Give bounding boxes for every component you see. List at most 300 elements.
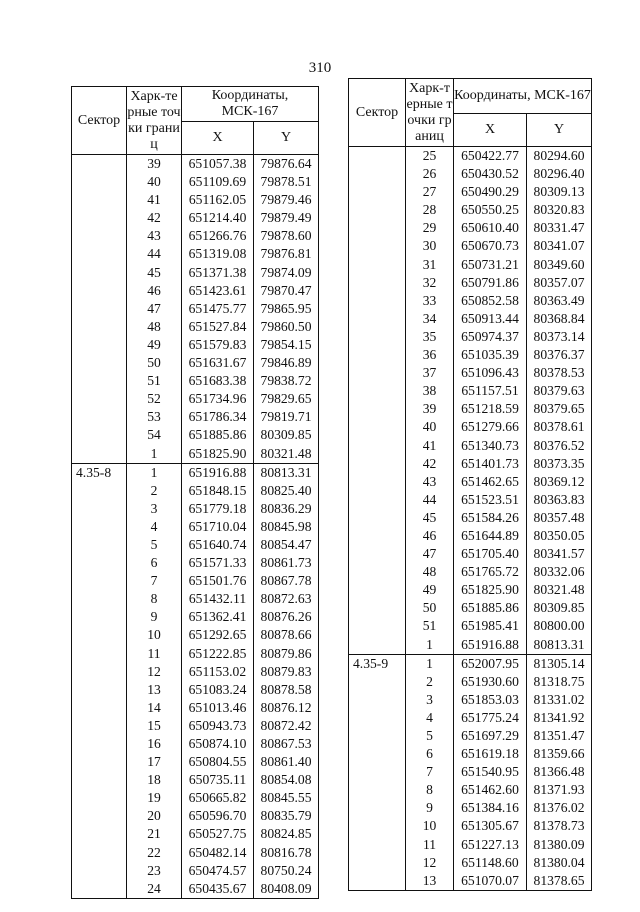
table-row <box>72 245 319 263</box>
x-coordinate-cell: 651848.15 <box>182 482 254 500</box>
sector-cell <box>349 455 406 473</box>
sector-cell <box>349 527 406 545</box>
point-cell: 43 <box>127 227 182 245</box>
header-characteristic-points: Харк-терные точки границ <box>406 79 454 147</box>
sector-cell <box>72 608 127 626</box>
y-coordinate-cell: 80861.73 <box>254 554 319 572</box>
sector-cell <box>349 491 406 509</box>
sector-cell <box>72 735 127 753</box>
y-coordinate-cell: 80309.85 <box>254 426 319 444</box>
point-cell: 32 <box>406 274 454 292</box>
x-coordinate-cell: 651930.60 <box>454 673 527 691</box>
x-coordinate-cell: 651825.90 <box>454 581 527 599</box>
x-coordinate-cell: 651462.65 <box>454 473 527 491</box>
x-coordinate-cell: 651885.86 <box>454 599 527 617</box>
x-coordinate-cell: 651697.29 <box>454 727 527 745</box>
table-row <box>349 527 592 545</box>
sector-cell <box>349 346 406 364</box>
point-cell: 16 <box>127 735 182 753</box>
sector-cell: 4.35-9 <box>349 654 406 673</box>
point-cell: 52 <box>127 390 182 408</box>
table-row <box>72 463 319 482</box>
y-coordinate-cell: 79870.47 <box>254 282 319 300</box>
y-coordinate-cell: 81378.73 <box>527 817 592 835</box>
point-cell: 45 <box>127 264 182 282</box>
sector-cell <box>349 745 406 763</box>
table-row <box>349 673 592 691</box>
table-row <box>72 318 319 336</box>
x-coordinate-cell: 650670.73 <box>454 237 527 255</box>
point-cell: 10 <box>127 626 182 644</box>
y-coordinate-cell: 80321.48 <box>527 581 592 599</box>
table-body <box>72 155 319 899</box>
y-coordinate-cell: 80854.08 <box>254 771 319 789</box>
x-coordinate-cell: 650527.75 <box>182 825 254 843</box>
x-coordinate-cell: 651710.04 <box>182 518 254 536</box>
y-coordinate-cell: 80357.07 <box>527 274 592 292</box>
y-coordinate-cell: 80845.98 <box>254 518 319 536</box>
table-row <box>72 862 319 880</box>
table-header <box>72 87 319 155</box>
y-coordinate-cell: 80836.29 <box>254 500 319 518</box>
y-coordinate-cell: 81318.75 <box>527 673 592 691</box>
point-cell: 48 <box>406 563 454 581</box>
y-coordinate-cell: 79876.81 <box>254 245 319 263</box>
table-row <box>349 836 592 854</box>
point-cell: 9 <box>127 608 182 626</box>
point-cell: 38 <box>406 382 454 400</box>
table-row <box>349 545 592 563</box>
sector-cell <box>72 572 127 590</box>
point-cell: 17 <box>127 753 182 771</box>
point-cell: 6 <box>127 554 182 572</box>
sector-cell <box>72 753 127 771</box>
point-cell: 12 <box>406 854 454 872</box>
y-coordinate-cell: 80332.06 <box>527 563 592 581</box>
y-coordinate-cell: 80363.83 <box>527 491 592 509</box>
table-row <box>72 717 319 735</box>
x-coordinate-cell: 651153.02 <box>182 663 254 681</box>
point-cell: 12 <box>127 663 182 681</box>
sector-cell <box>72 173 127 191</box>
sector-cell <box>349 636 406 655</box>
sector-cell <box>349 165 406 183</box>
x-coordinate-cell: 650943.73 <box>182 717 254 735</box>
sector-cell <box>349 617 406 635</box>
x-coordinate-cell: 651148.60 <box>454 854 527 872</box>
header-x: X <box>454 114 527 147</box>
table-row <box>349 581 592 599</box>
x-coordinate-cell: 651292.65 <box>182 626 254 644</box>
y-coordinate-cell: 80294.60 <box>527 147 592 166</box>
x-coordinate-cell: 651305.67 <box>454 817 527 835</box>
y-coordinate-cell: 80872.63 <box>254 590 319 608</box>
point-cell: 20 <box>127 807 182 825</box>
table-row <box>72 645 319 663</box>
table-row <box>72 880 319 899</box>
y-coordinate-cell: 81359.66 <box>527 745 592 763</box>
x-coordinate-cell: 650731.21 <box>454 256 527 274</box>
point-cell: 47 <box>406 545 454 563</box>
point-cell: 40 <box>406 418 454 436</box>
x-coordinate-cell: 651279.66 <box>454 418 527 436</box>
sector-cell <box>72 445 127 464</box>
y-coordinate-cell: 80376.52 <box>527 437 592 455</box>
table-row <box>72 408 319 426</box>
point-cell: 26 <box>406 165 454 183</box>
x-coordinate-cell: 651401.73 <box>454 455 527 473</box>
sector-cell <box>349 473 406 491</box>
y-coordinate-cell: 79876.64 <box>254 155 319 174</box>
point-cell: 1 <box>127 463 182 482</box>
point-cell: 54 <box>127 426 182 444</box>
table-row <box>349 310 592 328</box>
y-coordinate-cell: 80878.58 <box>254 681 319 699</box>
point-cell: 1 <box>406 636 454 655</box>
y-coordinate-cell: 80321.48 <box>254 445 319 464</box>
x-coordinate-cell: 651340.73 <box>454 437 527 455</box>
y-coordinate-cell: 79846.89 <box>254 354 319 372</box>
table-row <box>349 599 592 617</box>
y-coordinate-cell: 80376.37 <box>527 346 592 364</box>
sector-cell <box>72 862 127 880</box>
table-row <box>349 256 592 274</box>
x-coordinate-cell: 651584.26 <box>454 509 527 527</box>
sector-cell <box>349 763 406 781</box>
sector-cell <box>349 237 406 255</box>
x-coordinate-cell: 651916.88 <box>454 636 527 655</box>
x-coordinate-cell: 651214.40 <box>182 209 254 227</box>
table-row <box>72 844 319 862</box>
y-coordinate-cell: 81331.02 <box>527 691 592 709</box>
table-row <box>349 745 592 763</box>
table-header <box>349 79 592 147</box>
x-coordinate-cell: 650610.40 <box>454 219 527 237</box>
x-coordinate-cell: 651786.34 <box>182 408 254 426</box>
header-coordinates: Координаты, МСК-167 <box>454 79 592 114</box>
point-cell: 8 <box>406 781 454 799</box>
table-row <box>349 563 592 581</box>
x-coordinate-cell: 651631.67 <box>182 354 254 372</box>
sector-cell <box>349 256 406 274</box>
x-coordinate-cell: 650735.11 <box>182 771 254 789</box>
header-y: Y <box>254 122 319 155</box>
header-sector: Сектор <box>72 87 127 155</box>
point-cell: 49 <box>406 581 454 599</box>
point-cell: 4 <box>127 518 182 536</box>
x-coordinate-cell: 650852.58 <box>454 292 527 310</box>
y-coordinate-cell: 80379.63 <box>527 382 592 400</box>
sector-cell <box>72 789 127 807</box>
table-row <box>72 572 319 590</box>
table-row <box>72 372 319 390</box>
x-coordinate-cell: 650422.77 <box>454 147 527 166</box>
sector-cell <box>72 880 127 899</box>
table-row <box>349 691 592 709</box>
x-coordinate-cell: 651423.61 <box>182 282 254 300</box>
table-row <box>349 165 592 183</box>
x-coordinate-cell: 651825.90 <box>182 445 254 464</box>
point-cell: 7 <box>406 763 454 781</box>
point-cell: 41 <box>127 191 182 209</box>
sector-cell <box>72 807 127 825</box>
sector-cell <box>72 771 127 789</box>
sector-cell <box>349 781 406 799</box>
y-coordinate-cell: 80309.85 <box>527 599 592 617</box>
sector-cell <box>349 872 406 891</box>
table-row <box>349 709 592 727</box>
table-row <box>349 491 592 509</box>
sector-cell <box>72 645 127 663</box>
y-coordinate-cell: 79878.60 <box>254 227 319 245</box>
header-coordinates: Координаты, МСК-167 <box>182 87 319 122</box>
y-coordinate-cell: 80845.55 <box>254 789 319 807</box>
point-cell: 36 <box>406 346 454 364</box>
x-coordinate-cell: 650474.57 <box>182 862 254 880</box>
table-row <box>72 807 319 825</box>
table-row <box>72 590 319 608</box>
sector-cell <box>349 836 406 854</box>
point-cell: 31 <box>406 256 454 274</box>
sector-cell <box>349 364 406 382</box>
y-coordinate-cell: 80876.12 <box>254 699 319 717</box>
point-cell: 40 <box>127 173 182 191</box>
table-row <box>349 346 592 364</box>
table-row <box>349 183 592 201</box>
y-coordinate-cell: 80296.40 <box>527 165 592 183</box>
sector-cell <box>72 227 127 245</box>
y-coordinate-cell: 80357.48 <box>527 509 592 527</box>
x-coordinate-cell: 651765.72 <box>454 563 527 581</box>
x-coordinate-cell: 651162.05 <box>182 191 254 209</box>
table-row <box>72 354 319 372</box>
table-row <box>349 455 592 473</box>
y-coordinate-cell: 79865.95 <box>254 300 319 318</box>
point-cell: 23 <box>127 862 182 880</box>
coordinates-table-left <box>71 86 319 899</box>
table-row <box>349 473 592 491</box>
x-coordinate-cell: 651579.83 <box>182 336 254 354</box>
y-coordinate-cell: 79878.51 <box>254 173 319 191</box>
sector-cell <box>349 854 406 872</box>
sector-cell <box>72 336 127 354</box>
table-row <box>72 554 319 572</box>
header-sector: Сектор <box>349 79 406 147</box>
table-row <box>349 274 592 292</box>
y-coordinate-cell: 79819.71 <box>254 408 319 426</box>
table-row <box>349 617 592 635</box>
y-coordinate-cell: 80800.00 <box>527 617 592 635</box>
point-cell: 27 <box>406 183 454 201</box>
sector-cell <box>349 563 406 581</box>
point-cell: 39 <box>406 400 454 418</box>
y-coordinate-cell: 79879.46 <box>254 191 319 209</box>
point-cell: 2 <box>127 482 182 500</box>
sector-cell <box>72 282 127 300</box>
sector-cell <box>349 292 406 310</box>
y-coordinate-cell: 80813.31 <box>254 463 319 482</box>
sector-cell <box>72 590 127 608</box>
point-cell: 6 <box>406 745 454 763</box>
x-coordinate-cell: 651619.18 <box>454 745 527 763</box>
point-cell: 18 <box>127 771 182 789</box>
y-coordinate-cell: 80408.09 <box>254 880 319 899</box>
x-coordinate-cell: 651384.16 <box>454 799 527 817</box>
table-row <box>72 227 319 245</box>
sector-cell <box>72 500 127 518</box>
point-cell: 22 <box>127 844 182 862</box>
point-cell: 51 <box>406 617 454 635</box>
table-row <box>349 817 592 835</box>
point-cell: 53 <box>127 408 182 426</box>
sector-cell <box>72 426 127 444</box>
sector-cell <box>349 709 406 727</box>
table-row <box>349 219 592 237</box>
y-coordinate-cell: 80331.47 <box>527 219 592 237</box>
x-coordinate-cell: 650430.52 <box>454 165 527 183</box>
point-cell: 39 <box>127 155 182 174</box>
x-coordinate-cell: 651227.13 <box>454 836 527 854</box>
x-coordinate-cell: 651475.77 <box>182 300 254 318</box>
table-row <box>72 264 319 282</box>
x-coordinate-cell: 651371.38 <box>182 264 254 282</box>
table-row <box>349 636 592 655</box>
table-row <box>349 437 592 455</box>
x-coordinate-cell: 652007.95 <box>454 654 527 673</box>
x-coordinate-cell: 651640.74 <box>182 536 254 554</box>
y-coordinate-cell: 81366.48 <box>527 763 592 781</box>
y-coordinate-cell: 80861.40 <box>254 753 319 771</box>
y-coordinate-cell: 80879.86 <box>254 645 319 663</box>
x-coordinate-cell: 651057.38 <box>182 155 254 174</box>
sector-cell <box>349 274 406 292</box>
sector-cell <box>72 390 127 408</box>
sector-cell <box>72 518 127 536</box>
sector-cell <box>349 400 406 418</box>
point-cell: 1 <box>406 654 454 673</box>
sector-cell <box>349 727 406 745</box>
sector-cell <box>349 147 406 166</box>
table-row <box>349 382 592 400</box>
sector-cell <box>72 264 127 282</box>
table-row <box>72 608 319 626</box>
point-cell: 30 <box>406 237 454 255</box>
table-row <box>349 509 592 527</box>
point-cell: 49 <box>127 336 182 354</box>
x-coordinate-cell: 651157.51 <box>454 382 527 400</box>
sector-cell <box>72 554 127 572</box>
y-coordinate-cell: 80373.14 <box>527 328 592 346</box>
y-coordinate-cell: 80341.07 <box>527 237 592 255</box>
table-row <box>72 191 319 209</box>
y-coordinate-cell: 80320.83 <box>527 201 592 219</box>
y-coordinate-cell: 79860.50 <box>254 318 319 336</box>
y-coordinate-cell: 80825.40 <box>254 482 319 500</box>
x-coordinate-cell: 651109.69 <box>182 173 254 191</box>
point-cell: 50 <box>127 354 182 372</box>
table-row <box>72 426 319 444</box>
table-row <box>349 147 592 166</box>
x-coordinate-cell: 651734.96 <box>182 390 254 408</box>
point-cell: 25 <box>406 147 454 166</box>
x-coordinate-cell: 651644.89 <box>454 527 527 545</box>
x-coordinate-cell: 651218.59 <box>454 400 527 418</box>
sector-cell <box>72 245 127 263</box>
table-row <box>72 300 319 318</box>
y-coordinate-cell: 81380.04 <box>527 854 592 872</box>
x-coordinate-cell: 651319.08 <box>182 245 254 263</box>
point-cell: 11 <box>406 836 454 854</box>
x-coordinate-cell: 651462.60 <box>454 781 527 799</box>
page-number: 310 <box>308 60 332 76</box>
x-coordinate-cell: 650435.67 <box>182 880 254 899</box>
table-row <box>72 735 319 753</box>
y-coordinate-cell: 80872.42 <box>254 717 319 735</box>
x-coordinate-cell: 651432.11 <box>182 590 254 608</box>
sector-cell <box>72 408 127 426</box>
table-row <box>349 727 592 745</box>
point-cell: 35 <box>406 328 454 346</box>
sector-cell <box>72 536 127 554</box>
y-coordinate-cell: 80867.53 <box>254 735 319 753</box>
point-cell: 2 <box>406 673 454 691</box>
y-coordinate-cell: 80878.66 <box>254 626 319 644</box>
point-cell: 33 <box>406 292 454 310</box>
table-row <box>72 155 319 174</box>
y-coordinate-cell: 81378.65 <box>527 872 592 891</box>
table-row <box>349 872 592 891</box>
sector-cell <box>72 717 127 735</box>
y-coordinate-cell: 79854.15 <box>254 336 319 354</box>
x-coordinate-cell: 650596.70 <box>182 807 254 825</box>
y-coordinate-cell: 80824.85 <box>254 825 319 843</box>
y-coordinate-cell: 80816.78 <box>254 844 319 862</box>
x-coordinate-cell: 650974.37 <box>454 328 527 346</box>
y-coordinate-cell: 80750.24 <box>254 862 319 880</box>
table-row <box>72 663 319 681</box>
point-cell: 42 <box>406 455 454 473</box>
point-cell: 9 <box>406 799 454 817</box>
point-cell: 48 <box>127 318 182 336</box>
x-coordinate-cell: 650665.82 <box>182 789 254 807</box>
point-cell: 14 <box>127 699 182 717</box>
table-row <box>72 681 319 699</box>
sector-cell <box>349 509 406 527</box>
sector-cell <box>349 691 406 709</box>
sector-cell <box>349 328 406 346</box>
sector-cell <box>349 382 406 400</box>
sector-cell <box>72 681 127 699</box>
y-coordinate-cell: 80373.35 <box>527 455 592 473</box>
point-cell: 44 <box>406 491 454 509</box>
y-coordinate-cell: 80309.13 <box>527 183 592 201</box>
sector-cell <box>72 155 127 174</box>
x-coordinate-cell: 651540.95 <box>454 763 527 781</box>
y-coordinate-cell: 80363.49 <box>527 292 592 310</box>
table-row <box>349 292 592 310</box>
x-coordinate-cell: 651035.39 <box>454 346 527 364</box>
table-row <box>72 699 319 717</box>
sector-cell <box>349 799 406 817</box>
table-row <box>349 854 592 872</box>
point-cell: 1 <box>127 445 182 464</box>
table-row <box>72 173 319 191</box>
sector-cell <box>349 437 406 455</box>
x-coordinate-cell: 650804.55 <box>182 753 254 771</box>
x-coordinate-cell: 651266.76 <box>182 227 254 245</box>
point-cell: 19 <box>127 789 182 807</box>
y-coordinate-cell: 81380.09 <box>527 836 592 854</box>
